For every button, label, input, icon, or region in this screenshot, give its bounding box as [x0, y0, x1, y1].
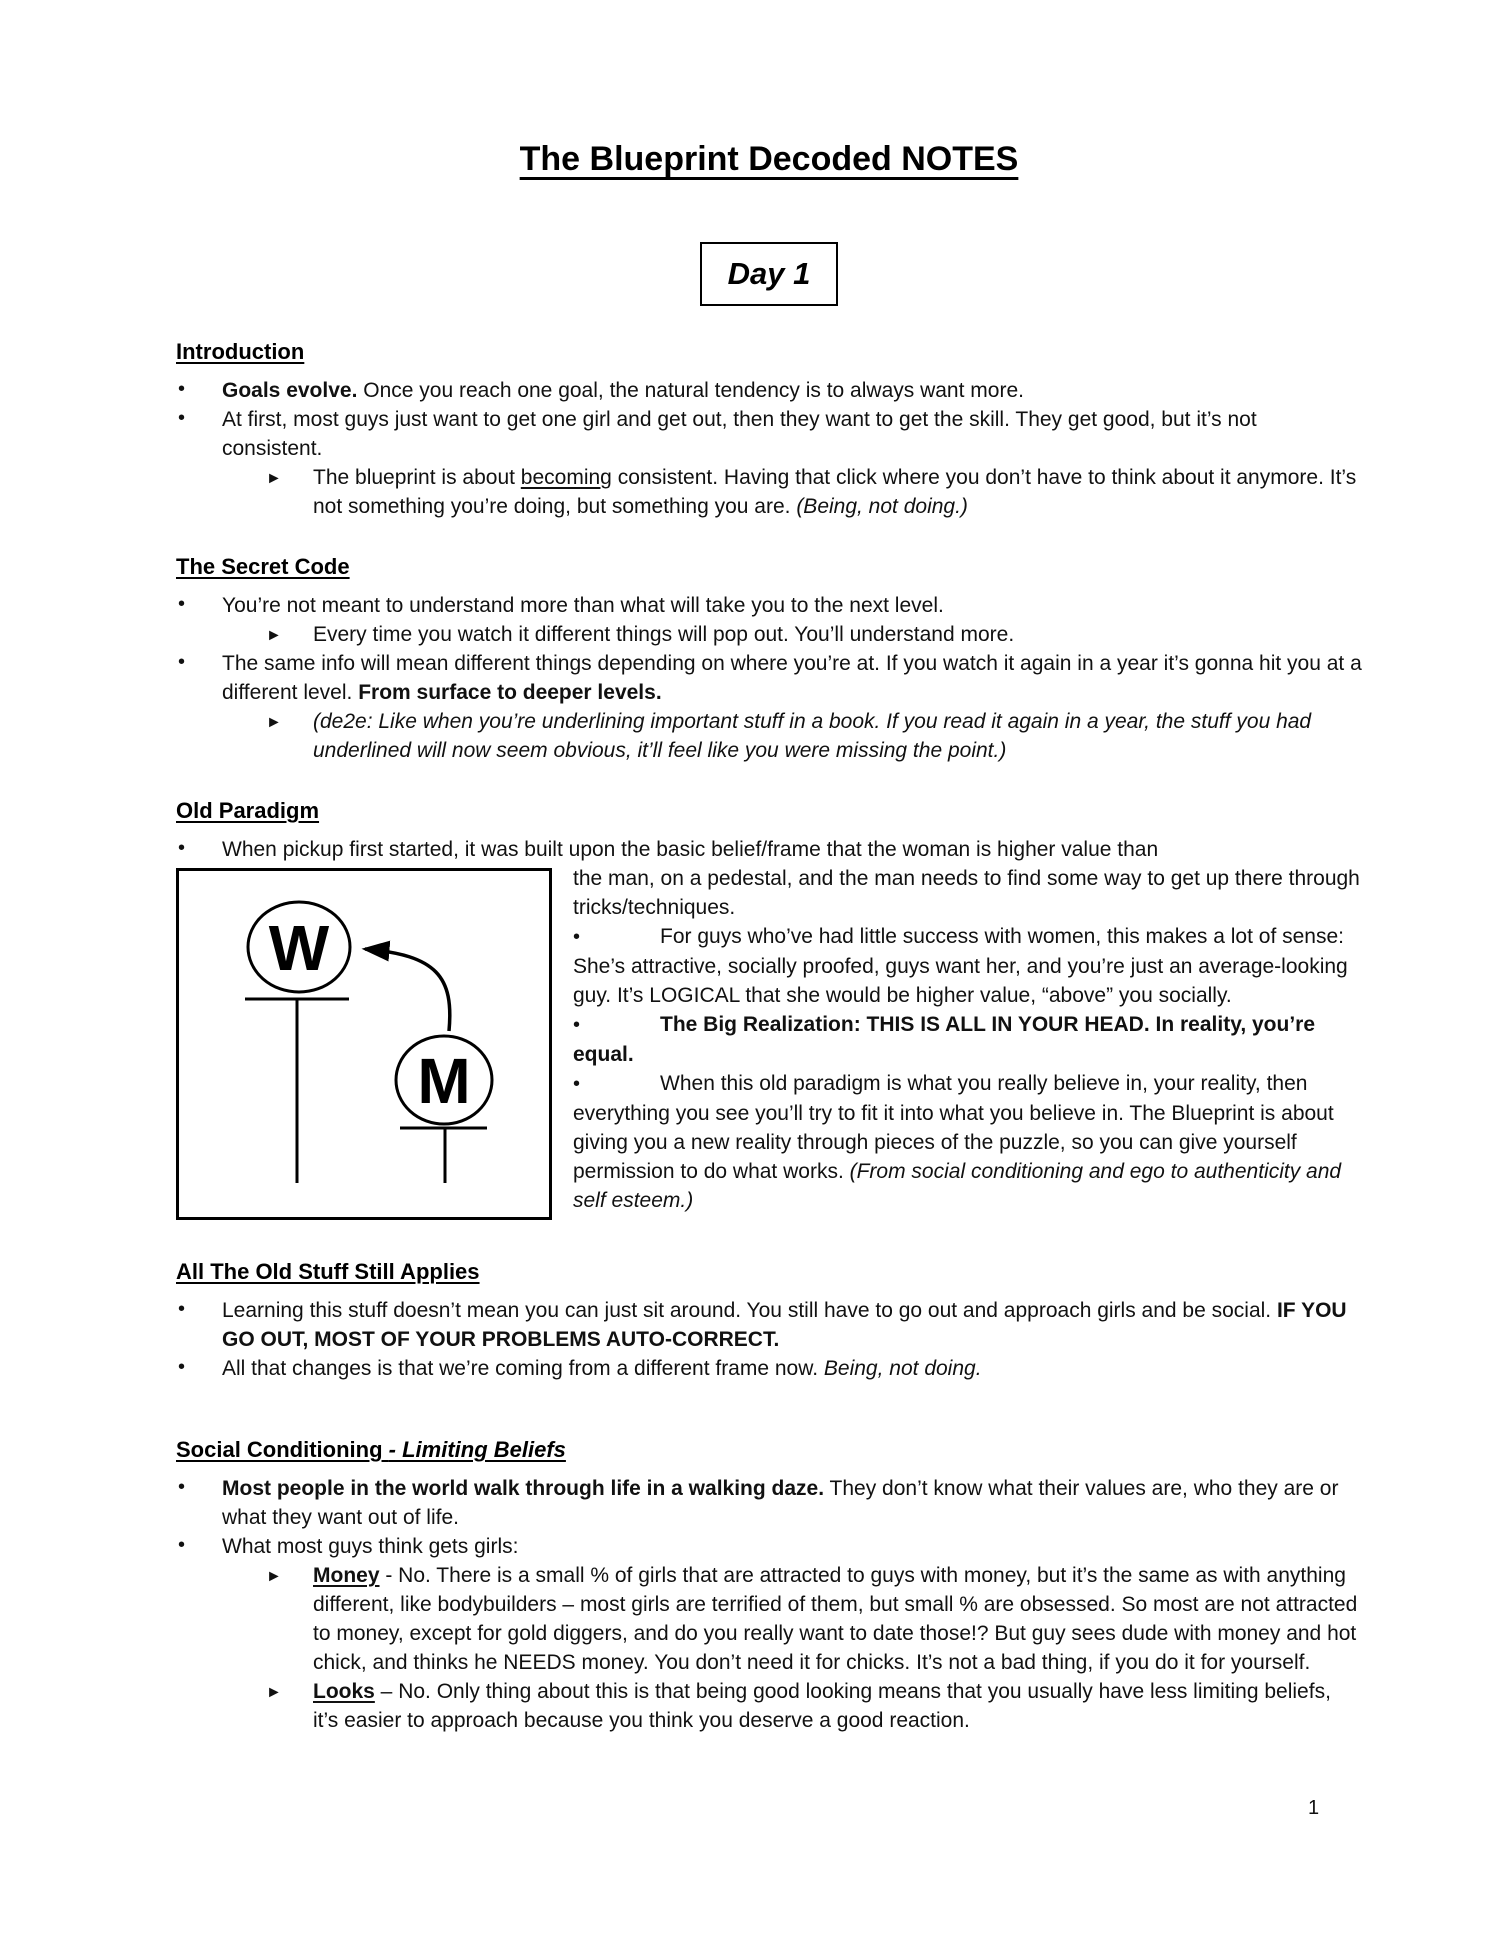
arrow-bullet-icon: ►: [266, 470, 282, 487]
bullet-icon: •: [178, 378, 186, 400]
bullet-icon: •: [178, 837, 186, 859]
bullet-icon: •: [178, 593, 186, 615]
bullet-icon: •: [178, 1298, 186, 1320]
bullet-icon: •: [178, 1356, 186, 1378]
bullet-icon: •: [573, 1014, 581, 1036]
section-heading-secret-code: The Secret Code: [176, 554, 350, 579]
sub-bullet-text: The blueprint is about becoming consistent. Having that click where you don’t have to think about it anymore. It’s not something you’re doing, but something you are. (Being, not doing.): [313, 466, 1357, 518]
bullet-icon: •: [178, 407, 186, 429]
sub-bullet-text: (de2e: Like when you’re underlining important stuff in a book. If you read it again in a year, the stuff you had underlined will now seem obvious, it’ll feel like you were missing the point.): [313, 710, 1312, 762]
bullet-item: [176, 835, 1362, 864]
sub-bullet-text: Looks – No. Only thing about this is that being good looking means that you usually have less limiting beliefs, it’s easier to approach because you think you deserve a good reaction.: [313, 1680, 1331, 1732]
man-label: M: [417, 1045, 471, 1117]
section-heading-social-conditioning: Social Conditioning - Limiting Beliefs: [176, 1437, 566, 1462]
sub-bullet-item: [266, 463, 1362, 521]
arrow-bullet-icon: ►: [266, 1684, 282, 1701]
section-heading-introduction: Introduction: [176, 339, 305, 364]
bullet-icon: •: [573, 926, 581, 948]
sub-bullet-item: [266, 620, 1362, 649]
paragraph: the man, on a pedestal, and the man needs to find some way to get up there through tricks/techniques.: [573, 867, 1360, 919]
bullet-text: All that changes is that we’re coming from a different frame now. Being, not doing.: [222, 1357, 982, 1380]
arrow-bullet-icon: ►: [266, 714, 282, 731]
section-heading-old-stuff-applies: All The Old Stuff Still Applies: [176, 1259, 480, 1284]
bullet-icon: •: [178, 651, 186, 673]
bullet-text: When pickup first started, it was built upon the basic belief/frame that the woman is higher value than: [222, 838, 1159, 861]
sub-bullet-item: [266, 1677, 1362, 1735]
document-title: [176, 0, 1362, 180]
day-badge: [700, 242, 839, 306]
bullet-item: [176, 1296, 1362, 1354]
pedestal-diagram: [176, 868, 552, 1220]
pedestal-diagram-svg: [179, 871, 549, 1217]
sub-bullet-text: Money - No. There is a small % of girls that are attracted to guys with money, but it’s the same as with anything different, like bodybuilders – most girls are terrified of them, but small % are obsessed. So most are not attracted to money, except for gold diggers, and do you really want to date those!? But guy sees dude with money and hot chick, and thinks he NEEDS money. You don’t need it for chicks. It’s not a bad thing, if you do it for yourself.: [313, 1564, 1358, 1674]
sub-bullet-text: Every time you watch it different things will pop out. You’ll understand more.: [313, 623, 1015, 646]
page-number: 1: [1308, 1797, 1320, 1819]
arrow-bullet-icon: ►: [266, 1568, 282, 1585]
old-paradigm-body: [176, 864, 1362, 1226]
bullet-item: [176, 376, 1362, 405]
day-badge-text: Day 1: [727, 256, 811, 291]
bullet-text: You’re not meant to understand more than what will take you to the next level.: [222, 594, 944, 617]
bullet-text: The same info will mean different things depending on where you’re at. If you watch it again in a year it’s gonna hit you at a different level. From surface to deeper levels.: [222, 652, 1362, 704]
bullet-item: [176, 1532, 1362, 1561]
bullet-item: [176, 405, 1362, 463]
bullet-text: Most people in the world walk through life in a walking daze. They don’t know what their values are, who they are or what they want out of life.: [222, 1477, 1339, 1529]
bullet-item: [176, 1474, 1362, 1532]
sub-bullet-item: [266, 1561, 1362, 1677]
bullet-icon: •: [178, 1476, 186, 1498]
woman-label: W: [268, 912, 330, 984]
bullet-item: [176, 1354, 1362, 1383]
document-title-text: The Blueprint Decoded NOTES: [519, 140, 1019, 178]
bullet-text: Goals evolve. Once you reach one goal, the natural tendency is to always want more.: [222, 379, 1024, 402]
day-box-row: [176, 242, 1362, 306]
bullet-text: When this old paradigm is what you really believe in, your reality, then everything you see you’ll try to fit it into what you believe in. The Blueprint is about giving you a new reality through pieces of the puzzle, so you can give yourself permission to do what works. (From social conditioning and ego to authenticity and self esteem.): [573, 1072, 1342, 1212]
bullet-text: What most guys think gets girls:: [222, 1535, 519, 1558]
bullet-text: At first, most guys just want to get one girl and get out, then they want to get the skill. They get good, but it’s not consistent.: [222, 408, 1257, 460]
section-heading-old-paradigm: Old Paradigm: [176, 798, 320, 823]
bullet-icon: •: [573, 1073, 581, 1095]
man-to-woman-arrow: [365, 949, 450, 1031]
bullet-text: Learning this stuff doesn’t mean you can just sit around. You still have to go out and approach girls and be social. IF YOU GO OUT, MOST OF YOUR PROBLEMS AUTO-CORRECT.: [222, 1299, 1347, 1351]
bullet-text: The Big Realization: THIS IS ALL IN YOUR HEAD. In reality, you’re equal.: [573, 1013, 1316, 1066]
arrow-bullet-icon: ►: [266, 627, 282, 644]
sub-bullet-item: [266, 707, 1362, 765]
bullet-icon: •: [178, 1534, 186, 1556]
bullet-item: [176, 591, 1362, 620]
bullet-item: [176, 649, 1362, 707]
bullet-text: For guys who’ve had little success with women, this makes a lot of sense: She’s attractive, socially proofed, guys want her, and you’re just an average-looking guy. It’s LOGICAL that she would be higher value, “above” you socially.: [573, 925, 1348, 1007]
